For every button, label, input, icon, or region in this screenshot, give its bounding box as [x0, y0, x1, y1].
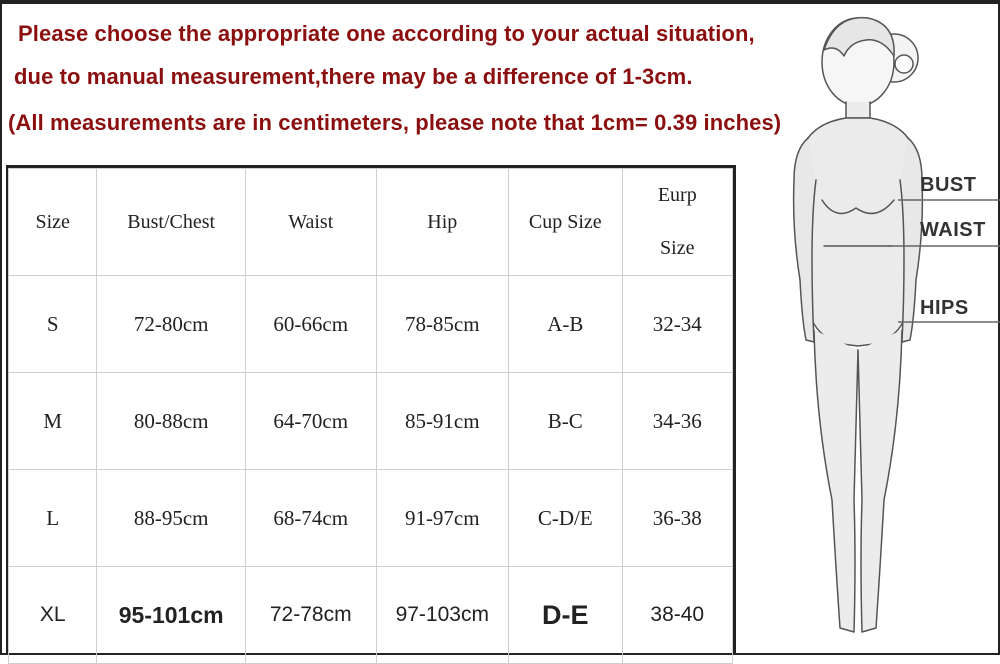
notice-line-1: Please choose the appropriate one according to your actual situation, — [18, 21, 755, 46]
cell-bust: 95-101cm — [97, 567, 246, 664]
cell-eu: 32-34 — [622, 276, 732, 373]
cell-waist: 64-70cm — [245, 373, 376, 470]
cell-waist: 60-66cm — [245, 276, 376, 373]
cell-hip: 91-97cm — [376, 470, 509, 567]
table-row — [9, 373, 733, 470]
header-hip: Hip — [376, 169, 509, 276]
cell-cup: B-C — [509, 373, 622, 470]
cell-hip: 97-103cm — [376, 567, 509, 664]
hips-label: HIPS — [920, 297, 969, 319]
header-bust: Bust/Chest — [97, 169, 246, 276]
cell-size: XL — [9, 567, 97, 664]
body-figure-icon — [736, 0, 1000, 655]
table-row — [9, 470, 733, 567]
cell-size: M — [9, 373, 97, 470]
cell-bust: 88-95cm — [97, 470, 246, 567]
cell-cup: D-E — [509, 567, 622, 664]
table-row — [9, 567, 733, 664]
cell-size: S — [9, 276, 97, 373]
cell-bust: 80-88cm — [97, 373, 246, 470]
table-row — [9, 276, 733, 373]
header-waist: Waist — [245, 169, 376, 276]
body-figure-illustration — [736, 0, 1000, 655]
cell-size: L — [9, 470, 97, 567]
cell-waist: 68-74cm — [245, 470, 376, 567]
bust-label: BUST — [920, 174, 977, 196]
cell-bust: 72-80cm — [97, 276, 246, 373]
cell-eu: 34-36 — [622, 373, 732, 470]
cell-eu: 36-38 — [622, 470, 732, 567]
size-chart-table — [6, 165, 736, 655]
cell-waist: 72-78cm — [245, 567, 376, 664]
cell-cup: A-B — [509, 276, 622, 373]
left-border — [0, 0, 2, 165]
header-eu-line1: Eurp — [657, 184, 697, 206]
waist-label: WAIST — [920, 219, 986, 241]
header-eu-line2: Size — [660, 237, 695, 259]
cell-hip: 85-91cm — [376, 373, 509, 470]
notice-line-3: (All measurements are in centimeters, please note that 1cm= 0.39 inches) — [8, 110, 782, 135]
header-size: Size — [9, 169, 97, 276]
cell-hip: 78-85cm — [376, 276, 509, 373]
header-cup: Cup Size — [509, 169, 622, 276]
cell-eu: 38-40 — [622, 567, 732, 664]
notice-line-2: due to manual measurement,there may be a difference of 1-3cm. — [14, 64, 693, 89]
cell-cup: C-D/E — [509, 470, 622, 567]
table-header-row — [9, 169, 733, 276]
header-eu-size — [622, 169, 732, 276]
